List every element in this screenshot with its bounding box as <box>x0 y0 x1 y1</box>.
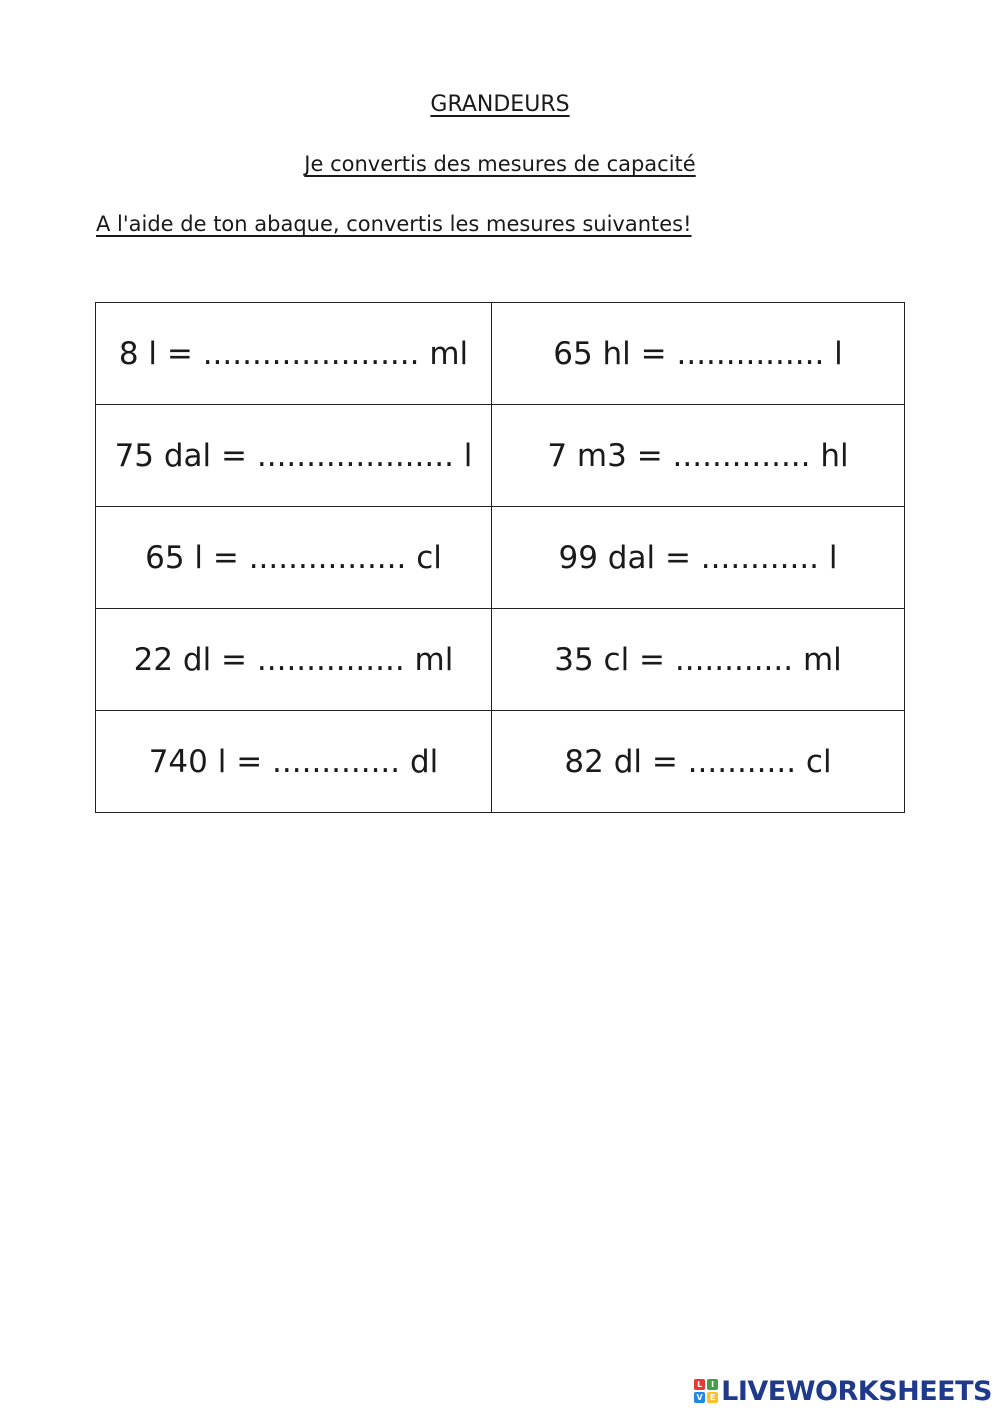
exercise-prefix: 75 dal = <box>114 437 257 474</box>
exercise-unit: hl <box>810 437 849 474</box>
answer-blank[interactable]: ............ <box>700 539 820 576</box>
exercise-cell-left <box>96 303 492 405</box>
exercise-row <box>96 303 905 405</box>
exercise-prefix: 7 m3 = <box>547 437 673 474</box>
answer-blank[interactable]: ............ <box>674 641 794 678</box>
exercise-prefix: 82 dl = <box>564 743 688 780</box>
answer-blank[interactable]: .................... <box>256 437 454 474</box>
exercise-unit: l <box>453 437 473 474</box>
exercise-unit: l <box>819 539 838 576</box>
answer-blank[interactable]: ............. <box>272 743 401 780</box>
exercise-row <box>96 711 905 813</box>
exercise-unit: dl <box>400 743 439 780</box>
exercise-row <box>96 507 905 609</box>
answer-blank[interactable]: ............... <box>256 641 405 678</box>
logo-block: V <box>694 1392 705 1403</box>
exercise-unit: l <box>824 335 843 372</box>
exercise-cell-right <box>492 507 905 609</box>
exercise-cell-right <box>492 303 905 405</box>
liveworksheets-logo <box>694 1374 992 1408</box>
exercise-unit: ml <box>793 641 842 678</box>
logo-block: E <box>707 1392 718 1403</box>
logo-block: L <box>694 1379 705 1390</box>
exercise-cell-left <box>96 609 492 711</box>
exercise-cell-right <box>492 609 905 711</box>
exercise-cell-left <box>96 405 492 507</box>
exercise-table <box>95 302 905 813</box>
exercise-unit: cl <box>796 743 832 780</box>
exercise-unit: ml <box>404 641 454 678</box>
answer-blank[interactable]: ................ <box>248 539 407 576</box>
logo-blocks-icon <box>694 1379 718 1403</box>
page-subtitle: Je convertis des mesures de capacité <box>304 152 696 176</box>
exercise-unit: ml <box>419 335 469 372</box>
exercise-cell-left <box>96 711 492 813</box>
exercise-prefix: 22 dl = <box>133 641 257 678</box>
logo-block: I <box>707 1379 718 1390</box>
logo-text: LIVEWORKSHEETS <box>721 1375 992 1407</box>
instruction-text: A l'aide de ton abaque, convertis les mesures suivantes! <box>96 212 692 236</box>
exercise-cell-right <box>492 711 905 813</box>
exercise-cell-left <box>96 507 492 609</box>
answer-blank[interactable]: .............. <box>672 437 811 474</box>
exercise-prefix: 65 hl = <box>553 335 677 372</box>
exercise-unit: cl <box>406 539 442 576</box>
exercise-cell-right <box>492 405 905 507</box>
exercise-row <box>96 405 905 507</box>
answer-blank[interactable]: ...................... <box>202 335 420 372</box>
answer-blank[interactable]: ........... <box>687 743 797 780</box>
answer-blank[interactable]: ............... <box>676 335 825 372</box>
exercise-prefix: 8 l = <box>118 335 203 372</box>
exercise-row <box>96 609 905 711</box>
page-title: GRANDEURS <box>430 92 570 117</box>
exercise-prefix: 35 cl = <box>554 641 675 678</box>
exercise-prefix: 99 dal = <box>558 539 701 576</box>
exercise-prefix: 65 l = <box>145 539 249 576</box>
exercise-prefix: 740 l = <box>148 743 273 780</box>
